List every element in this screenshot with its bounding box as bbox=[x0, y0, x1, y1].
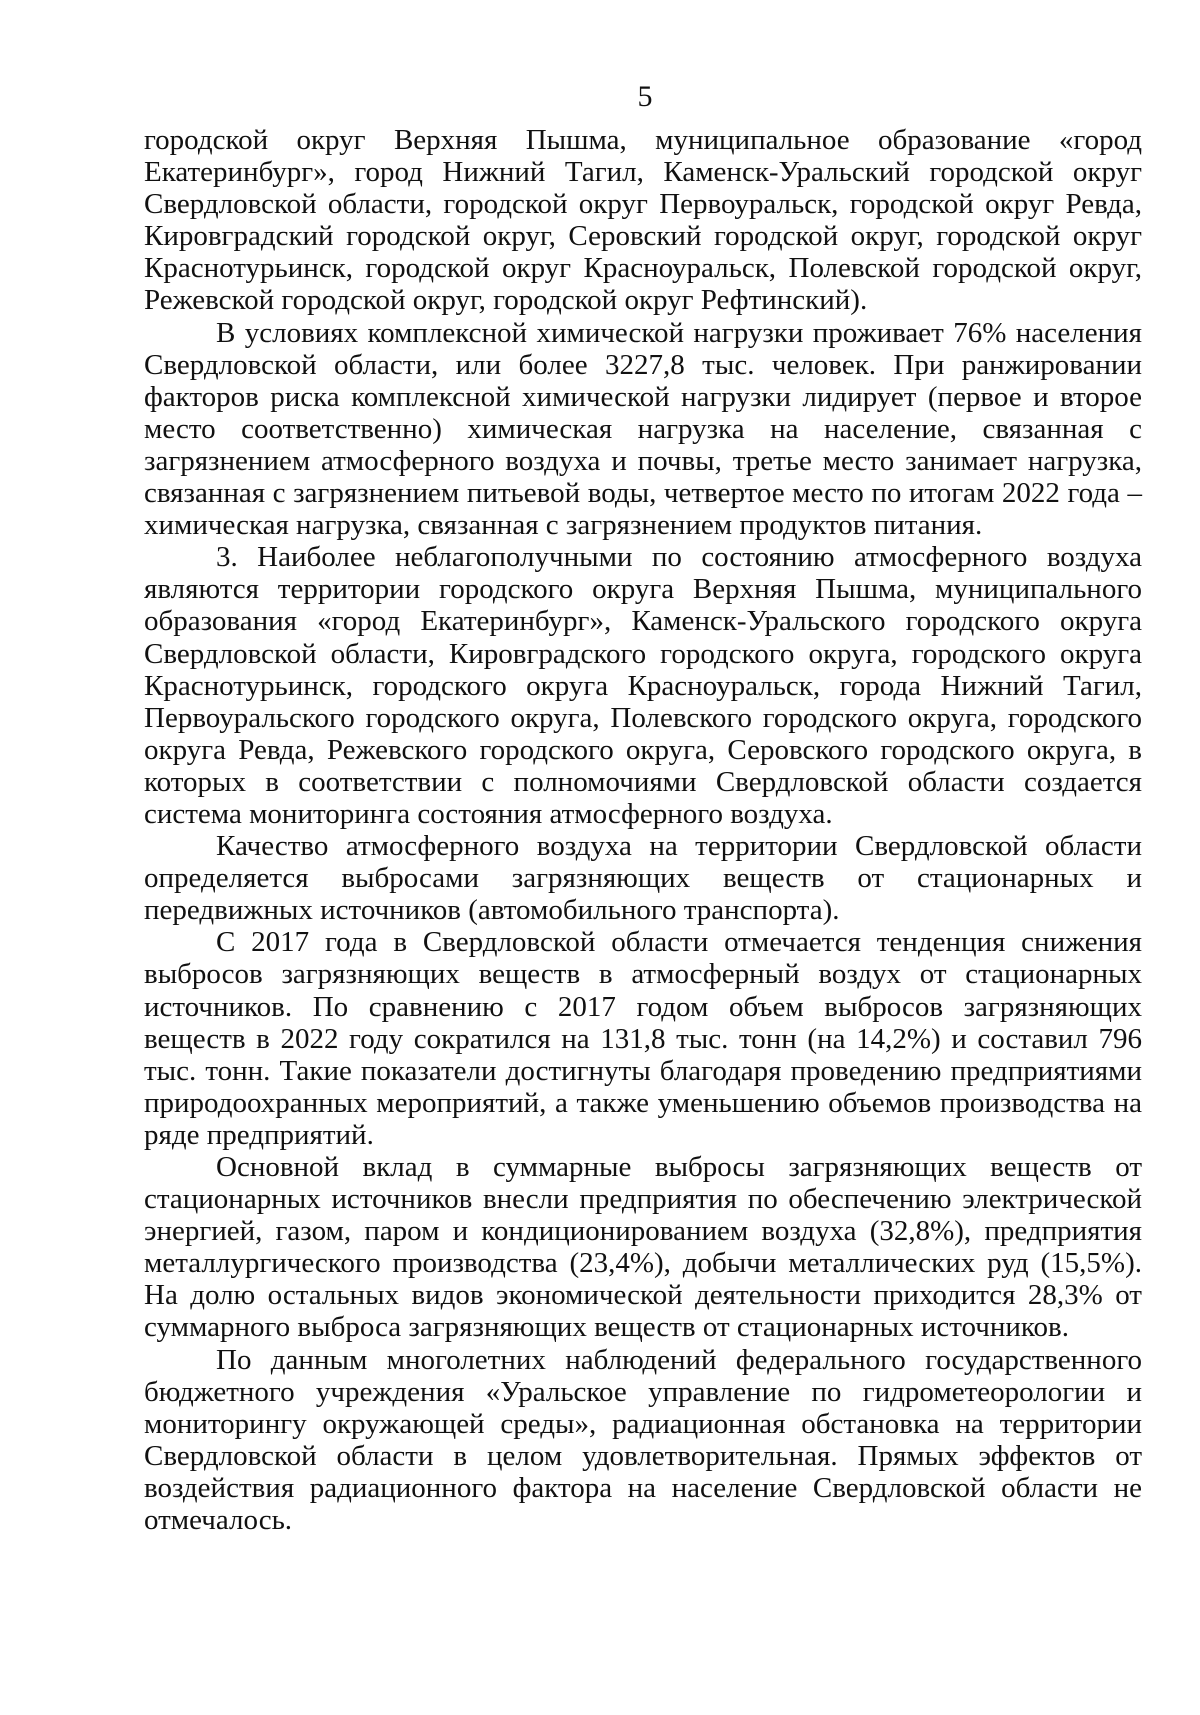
document-body bbox=[144, 124, 1142, 1536]
paragraph-air-quality-sources: Качество атмосферного воздуха на территории Свердловской области определяется выбросами загрязняющих веществ от стационарных и передвижных источников (автомобильного транспорта). bbox=[144, 830, 1142, 927]
paragraph-radiation-situation: По данным многолетних наблюдений федерального государственного бюджетного учреждения «Уральское управление по гидрометеорологии и мониторингу окружающей среды», радиационная обстановка на территории Свердловской области в целом удовлетворительная. Прямых эффектов от воздействия радиационного фактора на население Свердловской области не отмечалось. bbox=[144, 1343, 1142, 1537]
paragraph-air-monitoring-territories: 3. Наиболее неблагополучными по состоянию атмосферного воздуха являются территории городского округа Верхняя Пышма, муниципального образования «город Екатеринбург», Каменск-Уральского городского округа Свердловской области, Кировградского городского округа, городского округа Краснотурьинск, городского округа Красноуральск, города Нижний Тагил, Первоуральского городского округа, Полевского городского округа, городского округа Ревда, Режевского городского округа, Серовского городского округа, в которых в соответствии с полномочиями Свердловской области создается система мониторинга состояния атмосферного воздуха. bbox=[144, 541, 1142, 830]
paragraph-municipalities-list: городской округ Верхняя Пышма, муниципальное образование «город Екатеринбург», город Нижний Тагил, Каменск-Уральский городской округ Свердловской области, городской округ Первоуральск, городской округ Ревда, Кировградский городской округ, Серовский городской округ, городской округ Краснотурьинск, городской округ Красноуральск, Полевской городской округ, Режевской городской округ, городской округ Рефтинский). bbox=[144, 124, 1142, 317]
paragraph-chemical-load: В условиях комплексной химической нагрузки проживает 76% населения Свердловской области, или более 3227,8 тыс. человек. При ранжировании факторов риска комплексной химической нагрузки лидирует (первое и второе место соответственно) химическая нагрузка на население, связанная с загрязнением атмосферного воздуха и почвы, третье место занимает нагрузка, связанная с загрязнением питьевой воды, четвертое место по итогам 2022 года – химическая нагрузка, связанная с загрязнением продуктов питания. bbox=[144, 316, 1142, 542]
paragraph-emissions-contribution: Основной вклад в суммарные выбросы загрязняющих веществ от стационарных источников внесли предприятия по обеспечению электрической энергией, газом, паром и кондиционированием воздуха (32,8%), предприятия металлургического производства (23,4%), добычи металлических руд (15,5%). На долю остальных видов экономической деятельности приходится 28,3% от суммарного выброса загрязняющих веществ от стационарных источников. bbox=[144, 1151, 1142, 1344]
paragraph-emissions-trend: С 2017 года в Свердловской области отмечается тенденция снижения выбросов загрязняющих веществ в атмосферный воздух от стационарных источников. По сравнению с 2017 годом объем выбросов загрязняющих веществ в 2022 году сократился на 131,8 тыс. тонн (на 14,2%) и составил 796 тыс. тонн. Такие показатели достигнуты благодаря проведению предприятиями природоохранных мероприятий, а также уменьшению объемов производства на ряде предприятий. bbox=[144, 926, 1142, 1151]
page-number: 5 bbox=[637, 80, 653, 113]
